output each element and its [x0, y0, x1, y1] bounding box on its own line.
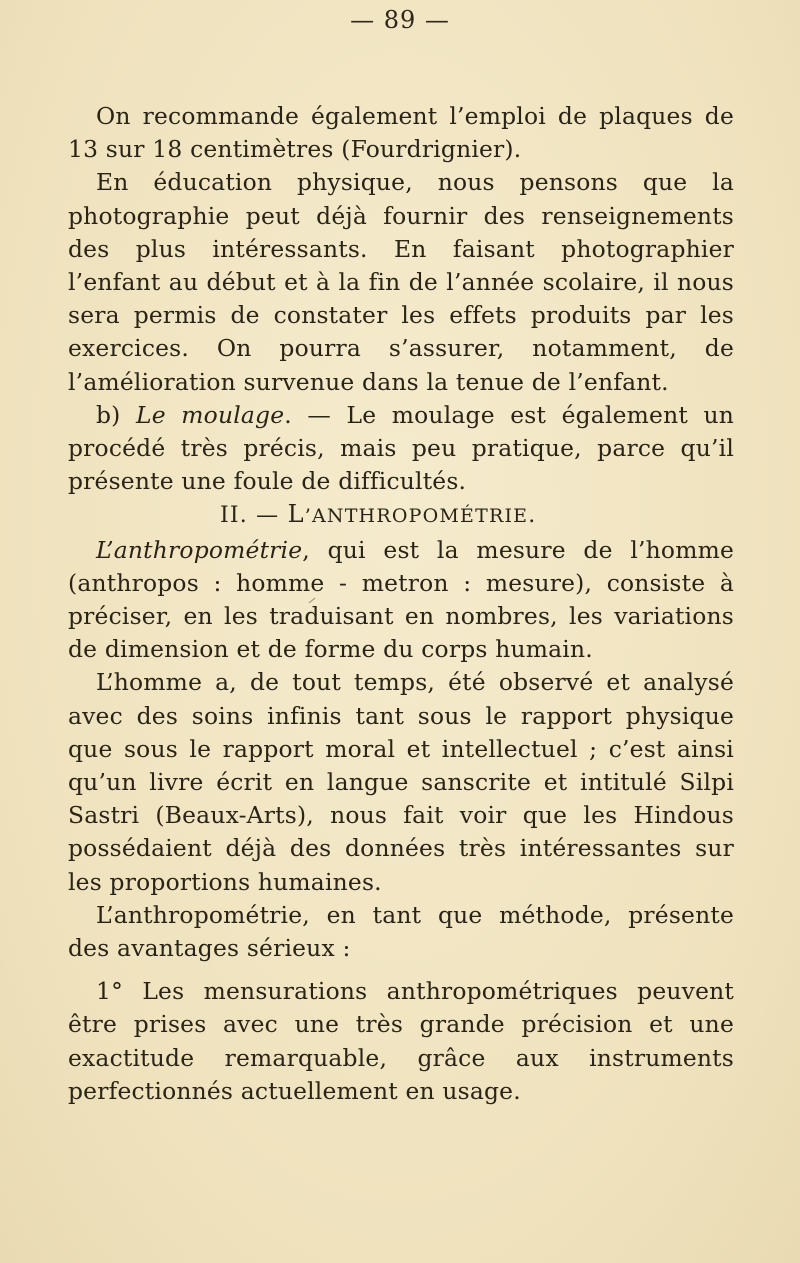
paragraph-advantages: L’anthropométrie, en tant que méthode, présente des avantages sérieux : — [68, 900, 734, 963]
section-title-rest: ’ANTHROPOMÉTRIE — [304, 505, 529, 528]
section-number: II. — — [220, 503, 288, 529]
paragraph-definition — [68, 534, 734, 667]
anthropometrie-term: L’anthropométrie — [96, 535, 303, 564]
page-number: — 89 — — [350, 6, 450, 34]
paragraph-photography: En éducation physique, nous pensons que la photographie peut déjà fournir des renseignements des plus intéressants. En faisant photographier l’enfant au début et à la fin de l’année scolaire, il nous sera permis de constater les effets produits par les exercices. On pourra s’assurer, notamment, de l’amélioration survenue dans la tenue de l’enfant. — [68, 168, 734, 396]
section-heading — [68, 498, 734, 533]
paragraph-precision: 1° Les mensurations anthropométriques peuvent être prises avec une très grande précision et une exactitude remarquable, grâce aux instruments perfectionnés actuellement en usage. — [68, 977, 734, 1105]
paragraph-plates: On recommande également l’emploi de plaques de 13 sur 18 centimètres (Fourdrignier). — [68, 102, 734, 164]
moulage-text: . — Le moulage est également un procédé très précis, mais peu pratique, parce qu’il présente une foule de difficultés. — [68, 400, 734, 496]
section-title-initial: L — [287, 500, 305, 529]
paragraph-moulage — [68, 399, 734, 499]
definition-text: , qui est la mesure de l’homme (anthropos : homme - metron : mesure), consiste à préciser, en les traduisant en nombres, les variations de dimension et de forme du corps humain. — [68, 535, 734, 664]
moulage-term: Le moulage — [136, 400, 285, 429]
moulage-prefix: b) — [96, 400, 137, 429]
body-text — [68, 100, 734, 1108]
section-title-end: . — [528, 503, 537, 529]
paragraph-history: L’homme a, de tout temps, été observé et analysé avec des soins infinis tant sous le rapport physique que sous le rapport moral et intellectuel ; c’est ainsi qu’un livre écrit en langue sanscrite et intitulé Silpi Sastri (Beaux-Arts), nous fait voir que les Hindous possédaient déjà des données très intéressantes sur les proportions humaines. — [68, 668, 734, 896]
